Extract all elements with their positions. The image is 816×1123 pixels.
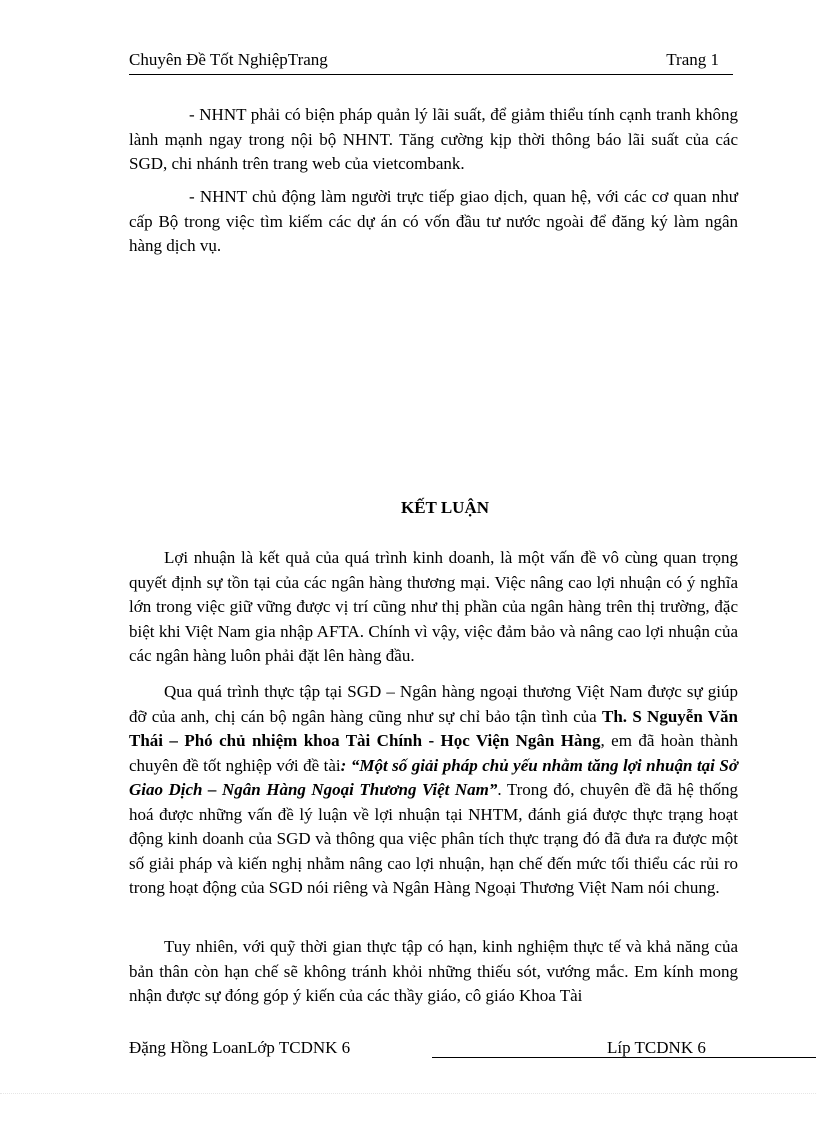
paragraph-interest-rate: - NHNT phải có biện pháp quản lý lãi suất, để giảm thiểu tính cạnh tranh không lành mạnh ngay trong nội bộ NHNT. Tăng cường kịp thời thông báo lãi suất của các SGD, chi nhánh trên trang web của vietcombank. (129, 105, 738, 173)
paragraph-text: , em đã hoàn thành chuyên đề tốt nghiệp với đề tài (129, 731, 738, 775)
paragraph-conclusion-2 (129, 680, 738, 901)
page-bottom-border (0, 1093, 816, 1094)
footer-class: Líp TCDNK 6 (607, 1038, 706, 1057)
paragraph-text: . Trong đó, chuyên đề đã hệ thống hoá được những vấn đề lý luận về lợi nhuận tại NHTM, đánh giá được thực trạng hoạt động kinh doanh của SGD và thông qua việc phân tích thực trạng đó đã đưa ra được một số giải pháp và kiến nghị nhằm nâng cao lợi nhuận, hạn chế đến mức tối thiểu các rủi ro trong hoạt động của SGD nói riêng và Ngân Hàng Ngoại Thương Việt Nam nói chung. (129, 780, 738, 897)
page-footer (0, 1038, 816, 1062)
paragraph-conclusion-1: Lợi nhuận là kết quả của quá trình kinh doanh, là một vấn đề vô cùng quan trọng quyết định sự tồn tại của các ngân hàng thương mại. Việc nâng cao lợi nhuận có ý nghĩa lớn trong việc giữ vững được vị trí cũng như thị phần của ngân hàng trên thị trường, đặc biệt khi Việt Nam gia nhập AFTA. Chính vì vậy, việc đảm bảo và nâng cao lợi nhuận của các ngân hàng luôn phải đặt lên hàng đầu. (129, 548, 738, 665)
thesis-title: : “Một số giải pháp chủ yếu nhằm tăng lợi nhuận tại Sở Giao Dịch – Ngân Hàng Ngoại Thương Việt Nam” (129, 755, 738, 799)
paragraph-text: Qua quá trình thực tập tại SGD – Ngân hàng ngoại thương Việt Nam được sự giúp đỡ của anh, chị cán bộ ngân hàng cũng như sự chỉ bảo tận tình của (129, 682, 738, 726)
header-title: Chuyên Đề Tốt NghiệpTrang (129, 50, 328, 69)
advisor-name: Th. S Nguyễn Văn Thái – Phó chủ nhiệm khoa Tài Chính - Học Viện Ngân Hàng (129, 706, 738, 750)
page-header (129, 48, 733, 75)
header-page-number: Trang 1 (666, 50, 719, 69)
conclusion-heading: KẾT LUẬN (400, 498, 489, 517)
paragraph-direct-transaction: - NHNT chủ động làm người trực tiếp giao dịch, quan hệ, với các cơ quan như cấp Bộ trong việc tìm kiếm các dự án có vốn đầu tư nước ngoài để đăng ký làm ngân hàng dịch vụ. (129, 187, 738, 255)
paragraph-conclusion-3: Tuy nhiên, với quỹ thời gian thực tập có hạn, kinh nghiệm thực tế và khả năng của bản thân còn hạn chế sẽ không tránh khỏi những thiếu sót, vướng mắc. Em kính mong nhận được sự đóng góp ý kiến của các thầy giáo, cô giáo Khoa Tài (129, 937, 738, 1005)
footer-author: Đặng Hồng LoanLớp TCDNK 6 (129, 1038, 351, 1057)
